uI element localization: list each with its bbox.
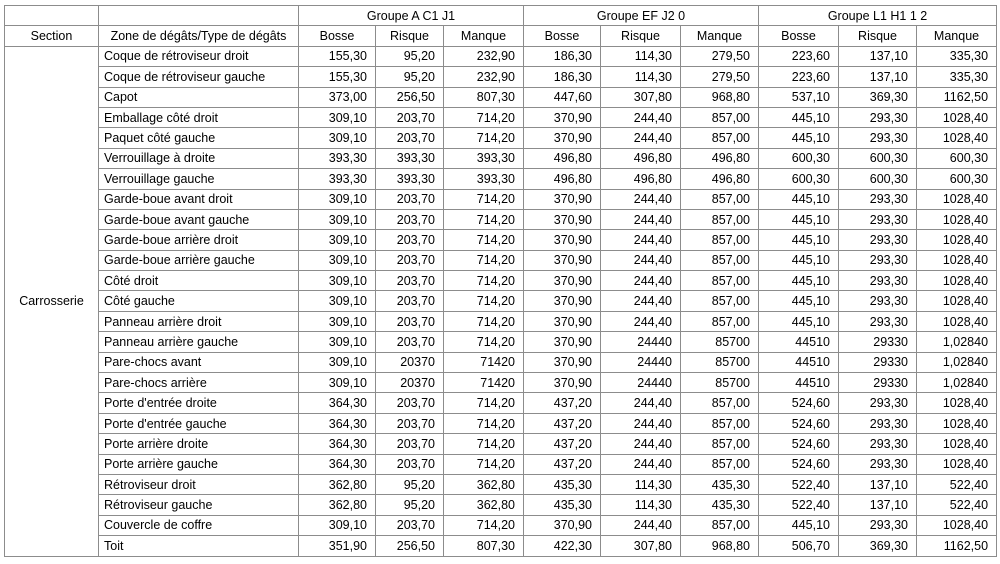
section-column-header: Section [5, 26, 99, 46]
value-cell: 369,30 [839, 87, 917, 107]
value-cell: 1,02840 [917, 373, 997, 393]
value-cell: 522,40 [917, 495, 997, 515]
value-cell: 445,10 [759, 209, 839, 229]
value-cell: 714,20 [444, 454, 524, 474]
value-cell: 203,70 [376, 332, 444, 352]
value-cell: 714,20 [444, 209, 524, 229]
value-cell: 373,00 [299, 87, 376, 107]
value-cell: 244,40 [601, 250, 681, 270]
value-cell: 370,90 [524, 128, 601, 148]
value-cell: 279,50 [681, 46, 759, 66]
value-cell: 370,90 [524, 515, 601, 535]
value-cell: 1162,50 [917, 87, 997, 107]
value-cell: 364,30 [299, 413, 376, 433]
value-cell: 203,70 [376, 128, 444, 148]
value-cell: 293,30 [839, 291, 917, 311]
value-cell: 1028,40 [917, 434, 997, 454]
value-cell: 370,90 [524, 189, 601, 209]
zone-cell: Coque de rétroviseur droit [99, 46, 299, 66]
value-cell: 232,90 [444, 67, 524, 87]
value-cell: 807,30 [444, 536, 524, 556]
value-cell: 445,10 [759, 515, 839, 535]
table-row [5, 311, 997, 331]
value-cell: 714,20 [444, 291, 524, 311]
value-cell: 714,20 [444, 107, 524, 127]
table-row [5, 515, 997, 535]
table-row [5, 189, 997, 209]
value-cell: 293,30 [839, 128, 917, 148]
zone-cell: Emballage côté droit [99, 107, 299, 127]
value-cell: 29330 [839, 332, 917, 352]
value-cell: 203,70 [376, 271, 444, 291]
value-cell: 537,10 [759, 87, 839, 107]
value-cell: 203,70 [376, 209, 444, 229]
value-cell: 293,30 [839, 454, 917, 474]
value-cell: 857,00 [681, 107, 759, 127]
value-cell: 807,30 [444, 87, 524, 107]
value-cell: 445,10 [759, 291, 839, 311]
value-cell: 857,00 [681, 454, 759, 474]
corner-cell-right [99, 6, 299, 26]
value-cell: 422,30 [524, 536, 601, 556]
value-cell: 364,30 [299, 434, 376, 454]
value-cell: 244,40 [601, 393, 681, 413]
value-cell: 370,90 [524, 271, 601, 291]
value-cell: 137,10 [839, 67, 917, 87]
value-cell: 369,30 [839, 536, 917, 556]
value-cell: 522,40 [759, 495, 839, 515]
value-cell: 370,90 [524, 332, 601, 352]
value-cell: 293,30 [839, 209, 917, 229]
value-cell: 137,10 [839, 474, 917, 494]
value-cell: 496,80 [681, 148, 759, 168]
value-cell: 857,00 [681, 393, 759, 413]
value-cell: 293,30 [839, 189, 917, 209]
value-cell: 393,30 [444, 169, 524, 189]
zone-cell: Rétroviseur gauche [99, 495, 299, 515]
value-cell: 293,30 [839, 515, 917, 535]
value-cell: 95,20 [376, 474, 444, 494]
value-cell: 370,90 [524, 373, 601, 393]
value-cell: 137,10 [839, 495, 917, 515]
value-cell: 445,10 [759, 311, 839, 331]
value-cell: 114,30 [601, 495, 681, 515]
value-cell: 496,80 [681, 169, 759, 189]
table-row [5, 413, 997, 433]
value-cell: 370,90 [524, 107, 601, 127]
value-cell: 203,70 [376, 434, 444, 454]
value-cell: 393,30 [376, 169, 444, 189]
zone-cell: Garde-boue avant droit [99, 189, 299, 209]
value-cell: 244,40 [601, 128, 681, 148]
value-cell: 309,10 [299, 311, 376, 331]
value-cell: 362,80 [444, 474, 524, 494]
zone-cell: Garde-boue arrière gauche [99, 250, 299, 270]
table-row [5, 291, 997, 311]
value-cell: 857,00 [681, 230, 759, 250]
value-cell: 600,30 [917, 169, 997, 189]
value-cell: 496,80 [524, 148, 601, 168]
value-cell: 293,30 [839, 413, 917, 433]
zone-cell: Couvercle de coffre [99, 515, 299, 535]
table-row [5, 230, 997, 250]
value-cell: 307,80 [601, 536, 681, 556]
group-header-l1: Groupe L1 H1 1 2 [759, 6, 997, 26]
value-cell: 223,60 [759, 67, 839, 87]
value-cell: 244,40 [601, 209, 681, 229]
value-cell: 600,30 [839, 169, 917, 189]
value-cell: 95,20 [376, 67, 444, 87]
table-row [5, 87, 997, 107]
value-cell: 1,02840 [917, 352, 997, 372]
value-cell: 393,30 [444, 148, 524, 168]
value-cell: 203,70 [376, 311, 444, 331]
value-cell: 370,90 [524, 291, 601, 311]
value-cell: 309,10 [299, 515, 376, 535]
value-cell: 223,60 [759, 46, 839, 66]
value-cell: 244,40 [601, 107, 681, 127]
sub-column-header-bosse: Bosse [759, 26, 839, 46]
sub-column-header-bosse: Bosse [524, 26, 601, 46]
value-cell: 714,20 [444, 332, 524, 352]
zone-cell: Toit [99, 536, 299, 556]
value-cell: 362,80 [444, 495, 524, 515]
value-cell: 203,70 [376, 107, 444, 127]
value-cell: 445,10 [759, 128, 839, 148]
value-cell: 370,90 [524, 209, 601, 229]
value-cell: 186,30 [524, 46, 601, 66]
value-cell: 600,30 [917, 148, 997, 168]
value-cell: 293,30 [839, 311, 917, 331]
value-cell: 1028,40 [917, 107, 997, 127]
value-cell: 309,10 [299, 107, 376, 127]
value-cell: 1028,40 [917, 454, 997, 474]
table-row [5, 536, 997, 556]
value-cell: 437,20 [524, 393, 601, 413]
table-row [5, 474, 997, 494]
group-header-a: Groupe A C1 J1 [299, 6, 524, 26]
value-cell: 95,20 [376, 495, 444, 515]
table-row [5, 67, 997, 87]
table-row [5, 434, 997, 454]
zone-cell: Porte d'entrée droite [99, 393, 299, 413]
value-cell: 364,30 [299, 393, 376, 413]
value-cell: 1028,40 [917, 250, 997, 270]
value-cell: 244,40 [601, 271, 681, 291]
value-cell: 437,20 [524, 454, 601, 474]
value-cell: 309,10 [299, 373, 376, 393]
value-cell: 857,00 [681, 515, 759, 535]
value-cell: 309,10 [299, 352, 376, 372]
value-cell: 293,30 [839, 434, 917, 454]
value-cell: 85700 [681, 332, 759, 352]
value-cell: 364,30 [299, 454, 376, 474]
value-cell: 256,50 [376, 536, 444, 556]
value-cell: 496,80 [601, 169, 681, 189]
value-cell: 335,30 [917, 67, 997, 87]
zone-cell: Capot [99, 87, 299, 107]
value-cell: 600,30 [759, 169, 839, 189]
value-cell: 393,30 [376, 148, 444, 168]
value-cell: 203,70 [376, 250, 444, 270]
value-cell: 524,60 [759, 393, 839, 413]
value-cell: 293,30 [839, 230, 917, 250]
table-row [5, 454, 997, 474]
value-cell: 203,70 [376, 230, 444, 250]
table-row [5, 393, 997, 413]
value-cell: 370,90 [524, 311, 601, 331]
value-cell: 20370 [376, 352, 444, 372]
value-cell: 445,10 [759, 271, 839, 291]
value-cell: 351,90 [299, 536, 376, 556]
sub-column-header-risque: Risque [839, 26, 917, 46]
value-cell: 1028,40 [917, 291, 997, 311]
table-row [5, 148, 997, 168]
value-cell: 435,30 [681, 495, 759, 515]
value-cell: 714,20 [444, 230, 524, 250]
value-cell: 1028,40 [917, 189, 997, 209]
value-cell: 1028,40 [917, 311, 997, 331]
sub-column-header-manque: Manque [917, 26, 997, 46]
value-cell: 968,80 [681, 87, 759, 107]
table-row [5, 495, 997, 515]
value-cell: 44510 [759, 352, 839, 372]
zone-cell: Porte arrière gauche [99, 454, 299, 474]
value-cell: 437,20 [524, 413, 601, 433]
value-cell: 71420 [444, 373, 524, 393]
value-cell: 857,00 [681, 271, 759, 291]
value-cell: 968,80 [681, 536, 759, 556]
zone-cell: Paquet côté gauche [99, 128, 299, 148]
zone-column-header: Zone de dégâts/Type de dégâts [99, 26, 299, 46]
value-cell: 370,90 [524, 250, 601, 270]
value-cell: 857,00 [681, 189, 759, 209]
value-cell: 524,60 [759, 454, 839, 474]
value-cell: 857,00 [681, 291, 759, 311]
value-cell: 244,40 [601, 230, 681, 250]
zone-cell: Porte arrière droite [99, 434, 299, 454]
value-cell: 524,60 [759, 434, 839, 454]
value-cell: 370,90 [524, 352, 601, 372]
value-cell: 1028,40 [917, 271, 997, 291]
value-cell: 155,30 [299, 67, 376, 87]
value-cell: 309,10 [299, 128, 376, 148]
value-cell: 114,30 [601, 46, 681, 66]
zone-cell: Garde-boue arrière droit [99, 230, 299, 250]
value-cell: 114,30 [601, 474, 681, 494]
value-cell: 309,10 [299, 332, 376, 352]
value-cell: 203,70 [376, 189, 444, 209]
table-row [5, 271, 997, 291]
value-cell: 1,02840 [917, 332, 997, 352]
value-cell: 203,70 [376, 393, 444, 413]
value-cell: 279,50 [681, 67, 759, 87]
value-cell: 309,10 [299, 271, 376, 291]
corner-cell-left [5, 6, 99, 26]
zone-cell: Porte d'entrée gauche [99, 413, 299, 433]
zone-cell: Côté droit [99, 271, 299, 291]
value-cell: 714,20 [444, 393, 524, 413]
value-cell: 445,10 [759, 230, 839, 250]
value-cell: 1028,40 [917, 209, 997, 229]
value-cell: 445,10 [759, 107, 839, 127]
value-cell: 155,30 [299, 46, 376, 66]
value-cell: 186,30 [524, 67, 601, 87]
sub-column-header-manque: Manque [681, 26, 759, 46]
value-cell: 44510 [759, 332, 839, 352]
table-body [5, 46, 997, 556]
value-cell: 85700 [681, 352, 759, 372]
value-cell: 309,10 [299, 209, 376, 229]
value-cell: 137,10 [839, 46, 917, 66]
value-cell: 714,20 [444, 413, 524, 433]
value-cell: 857,00 [681, 413, 759, 433]
zone-cell: Pare-chocs arrière [99, 373, 299, 393]
value-cell: 244,40 [601, 413, 681, 433]
value-cell: 1162,50 [917, 536, 997, 556]
value-cell: 524,60 [759, 413, 839, 433]
value-cell: 714,20 [444, 434, 524, 454]
value-cell: 24440 [601, 332, 681, 352]
value-cell: 1028,40 [917, 413, 997, 433]
value-cell: 445,10 [759, 189, 839, 209]
zone-cell: Panneau arrière droit [99, 311, 299, 331]
value-cell: 71420 [444, 352, 524, 372]
group-header-ef: Groupe EF J2 0 [524, 6, 759, 26]
zone-cell: Coque de rétroviseur gauche [99, 67, 299, 87]
value-cell: 244,40 [601, 434, 681, 454]
value-cell: 203,70 [376, 454, 444, 474]
value-cell: 506,70 [759, 536, 839, 556]
value-cell: 437,20 [524, 434, 601, 454]
table-row [5, 250, 997, 270]
value-cell: 522,40 [759, 474, 839, 494]
value-cell: 24440 [601, 373, 681, 393]
value-cell: 522,40 [917, 474, 997, 494]
value-cell: 309,10 [299, 250, 376, 270]
value-cell: 435,30 [524, 495, 601, 515]
column-header-row [5, 26, 997, 46]
value-cell: 435,30 [524, 474, 601, 494]
sub-column-header-risque: Risque [376, 26, 444, 46]
value-cell: 714,20 [444, 189, 524, 209]
value-cell: 244,40 [601, 454, 681, 474]
group-header-row [5, 6, 997, 26]
value-cell: 309,10 [299, 230, 376, 250]
table-row [5, 332, 997, 352]
value-cell: 95,20 [376, 46, 444, 66]
value-cell: 1028,40 [917, 128, 997, 148]
value-cell: 244,40 [601, 291, 681, 311]
value-cell: 714,20 [444, 515, 524, 535]
value-cell: 714,20 [444, 311, 524, 331]
sub-column-header-manque: Manque [444, 26, 524, 46]
value-cell: 496,80 [524, 169, 601, 189]
zone-cell: Verrouillage à droite [99, 148, 299, 168]
table-row [5, 107, 997, 127]
value-cell: 714,20 [444, 128, 524, 148]
value-cell: 445,10 [759, 250, 839, 270]
value-cell: 714,20 [444, 271, 524, 291]
zone-cell: Rétroviseur droit [99, 474, 299, 494]
value-cell: 714,20 [444, 250, 524, 270]
value-cell: 435,30 [681, 474, 759, 494]
section-cell: Carrosserie [5, 46, 99, 556]
value-cell: 244,40 [601, 515, 681, 535]
value-cell: 393,30 [299, 169, 376, 189]
zone-cell: Verrouillage gauche [99, 169, 299, 189]
value-cell: 24440 [601, 352, 681, 372]
value-cell: 857,00 [681, 434, 759, 454]
value-cell: 309,10 [299, 291, 376, 311]
value-cell: 293,30 [839, 393, 917, 413]
value-cell: 600,30 [759, 148, 839, 168]
value-cell: 44510 [759, 373, 839, 393]
value-cell: 309,10 [299, 189, 376, 209]
value-cell: 496,80 [601, 148, 681, 168]
value-cell: 362,80 [299, 474, 376, 494]
table-row [5, 373, 997, 393]
zone-cell: Garde-boue avant gauche [99, 209, 299, 229]
value-cell: 244,40 [601, 311, 681, 331]
value-cell: 114,30 [601, 67, 681, 87]
table-row [5, 352, 997, 372]
sub-column-header-bosse: Bosse [299, 26, 376, 46]
zone-cell: Pare-chocs avant [99, 352, 299, 372]
value-cell: 293,30 [839, 271, 917, 291]
value-cell: 857,00 [681, 311, 759, 331]
zone-cell: Côté gauche [99, 291, 299, 311]
value-cell: 85700 [681, 373, 759, 393]
value-cell: 447,60 [524, 87, 601, 107]
value-cell: 1028,40 [917, 230, 997, 250]
table-row [5, 46, 997, 66]
value-cell: 203,70 [376, 413, 444, 433]
value-cell: 20370 [376, 373, 444, 393]
value-cell: 29330 [839, 352, 917, 372]
value-cell: 203,70 [376, 515, 444, 535]
damage-price-table [4, 5, 997, 557]
value-cell: 232,90 [444, 46, 524, 66]
value-cell: 857,00 [681, 209, 759, 229]
value-cell: 29330 [839, 373, 917, 393]
value-cell: 1028,40 [917, 393, 997, 413]
value-cell: 293,30 [839, 250, 917, 270]
value-cell: 1028,40 [917, 515, 997, 535]
value-cell: 307,80 [601, 87, 681, 107]
value-cell: 600,30 [839, 148, 917, 168]
table-row [5, 128, 997, 148]
sub-column-header-risque: Risque [601, 26, 681, 46]
value-cell: 393,30 [299, 148, 376, 168]
value-cell: 335,30 [917, 46, 997, 66]
value-cell: 203,70 [376, 291, 444, 311]
value-cell: 256,50 [376, 87, 444, 107]
value-cell: 362,80 [299, 495, 376, 515]
value-cell: 857,00 [681, 128, 759, 148]
value-cell: 857,00 [681, 250, 759, 270]
zone-cell: Panneau arrière gauche [99, 332, 299, 352]
table-row [5, 169, 997, 189]
value-cell: 370,90 [524, 230, 601, 250]
value-cell: 244,40 [601, 189, 681, 209]
value-cell: 293,30 [839, 107, 917, 127]
table-row [5, 209, 997, 229]
